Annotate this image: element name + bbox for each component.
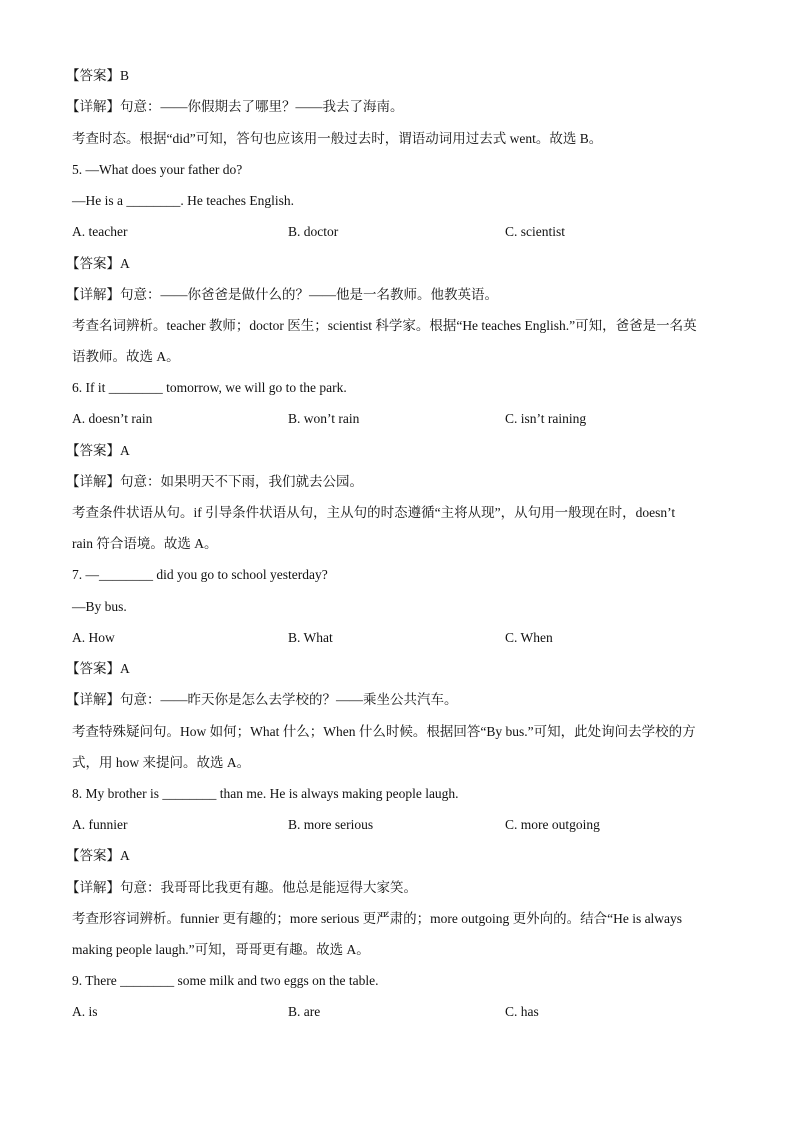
explanation-line: 【详解】句意：如果明天不下雨，我们就去公园。 [66, 474, 363, 489]
option-a: A. doesn’t rain [72, 411, 153, 426]
option-c: C. more outgoing [505, 817, 600, 832]
answer-label: 【答案】A [66, 661, 130, 676]
answer-label: 【答案】A [66, 256, 130, 271]
option-c: C. has [505, 1004, 539, 1019]
option-b: B. are [288, 1004, 321, 1019]
question-7-line-2: —By bus. [72, 599, 127, 614]
question-9: 9. There ________ some milk and two eggs on the table. [72, 973, 379, 988]
explanation-line: 【详解】句意：我哥哥比我更有趣。他总是能逗得大家笑。 [66, 880, 417, 895]
option-c: C. isn’t raining [505, 411, 587, 426]
answer-label: 【答案】A [66, 848, 130, 863]
explanation-line: 考查名词辨析。teacher 教师；doctor 医生；scientist 科学家。根据“He teaches English.”可知，爸爸是一名英 [72, 318, 697, 333]
question-8: 8. My brother is ________ than me. He is always making people laugh. [72, 786, 459, 801]
option-b: B. won’t rain [288, 411, 360, 426]
answer-label: 【答案】B [66, 68, 130, 83]
explanation-line: 考查特殊疑问句。How 如何；What 什么；When 什么时候。根据回答“By bus.”可知，此处询问去学校的方 [72, 724, 696, 739]
explanation-line: rain 符合语境。故选 A。 [72, 536, 218, 551]
question-6: 6. If it ________ tomorrow, we will go to the park. [72, 380, 347, 395]
answer-label: 【答案】A [66, 443, 130, 458]
option-a: A. How [72, 630, 115, 645]
explanation-line: 考查条件状语从句。if 引导条件状语从句，主从句的时态遵循“主将从现”，从句用一般现在时，doesn’t [72, 505, 676, 520]
explanation-line: 考查时态。根据“did”可知，答句也应该用一般过去时，谓语动词用过去式 went。故选 B。 [72, 131, 603, 146]
explanation-line: making people laugh.”可知，哥哥更有趣。故选 A。 [72, 942, 370, 957]
explanation-line: 语教师。故选 A。 [72, 349, 180, 364]
option-b: B. more serious [288, 817, 374, 832]
question-5-line-2: —He is a ________. He teaches English. [72, 193, 294, 208]
explanation-line: 考查形容词辨析。funnier 更有趣的；more serious 更严肃的；more outgoing 更外向的。结合“He is always [72, 911, 683, 926]
option-c: C. scientist [505, 224, 565, 239]
option-a: A. teacher [72, 224, 128, 239]
explanation-line: 【详解】句意：——昨天你是怎么去学校的？——乘坐公共汽车。 [66, 692, 458, 707]
explanation-line: 【详解】句意：——你假期去了哪里？——我去了海南。 [66, 99, 404, 114]
option-c: C. When [505, 630, 553, 645]
option-a: A. is [72, 1004, 98, 1019]
question-5: 5. —What does your father do? [72, 162, 243, 177]
option-b: B. doctor [288, 224, 339, 239]
option-b: B. What [288, 630, 333, 645]
explanation-line: 【详解】句意：——你爸爸是做什么的？——他是一名教师。他教英语。 [66, 287, 498, 302]
question-7: 7. —________ did you go to school yesterday? [72, 567, 328, 582]
option-a: A. funnier [72, 817, 128, 832]
explanation-line: 式，用 how 来提问。故选 A。 [72, 755, 251, 770]
